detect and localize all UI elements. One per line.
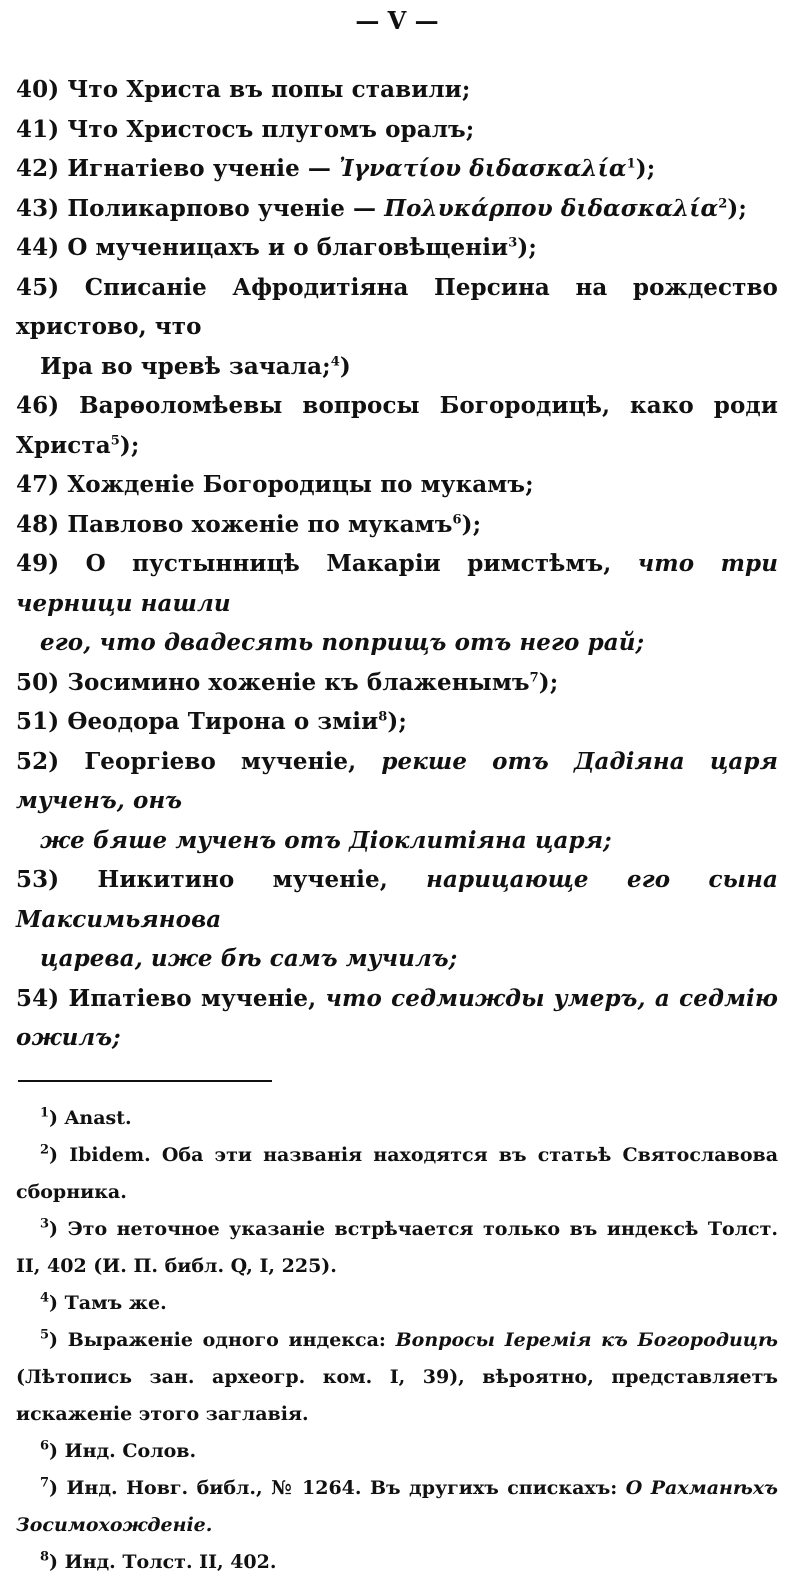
entry-49: [16, 544, 778, 663]
entry-number: 40): [16, 76, 60, 103]
entry-tail: ): [339, 352, 351, 380]
entry-number: 41): [16, 115, 60, 143]
entry-50: [16, 663, 778, 703]
footnote-2: $^2$) Ibidem. Оба эти названія находятся въ статьѣ Святославова сборника.: [16, 1142, 778, 1203]
entry-43: [16, 189, 778, 229]
page-number: — V —: [355, 6, 439, 35]
entry-text: Игнатіево ученіе —: [67, 155, 340, 182]
entry-number: 53): [16, 866, 60, 893]
footnote-text: Инд. Солов.: [64, 1439, 197, 1462]
entry-text: Ипатіево мученіе,: [68, 984, 326, 1012]
entry-text: Ѳеодора Тирона о зміи: [67, 708, 379, 735]
entry-number: 48): [16, 510, 60, 538]
entry-number: 44): [16, 234, 60, 261]
entry-continuation: же бяше мученъ отъ Діоклитіяна царя;: [40, 826, 612, 854]
footnote-ref: 4: [330, 353, 340, 369]
entry-text: Георгіево мученіе,: [84, 747, 382, 775]
entry-tail: );: [517, 234, 537, 261]
footnote-mark: 2: [40, 1142, 50, 1158]
entry-number: 47): [16, 471, 60, 498]
entry-48: [16, 505, 778, 545]
entry-42: [16, 149, 778, 189]
entry-number: 50): [16, 668, 60, 696]
entry-47: [16, 465, 778, 505]
entry-continuation: его, что двадесять поприщъ отъ него рай;: [40, 629, 645, 656]
entry-number: 54): [16, 984, 60, 1012]
entry-text: Варѳоломѣевы вопросы Богородицѣ, како роди Христа: [16, 392, 778, 459]
footnote-text: Тамъ же.: [64, 1291, 167, 1314]
footnote-text: Anast.: [64, 1106, 132, 1129]
entry-italic: нарицающе его сына Максимьянова: [16, 866, 778, 933]
entry-text: Списаніе Афродитіяна Персина на рождество христово, что: [16, 273, 779, 340]
footnote-italic: О Рахманѣхъ Зосимохожденіе.: [16, 1476, 778, 1536]
footnote-mark: 3: [40, 1216, 50, 1232]
footnote-1: $^1$) Anast.: [40, 1105, 132, 1129]
entry-text: Что Христосъ плугомъ оралъ;: [67, 115, 475, 143]
entry-italic: что три черници нашли: [16, 550, 779, 617]
greek-title: Ἰγνατίου διδασκαλία: [339, 155, 627, 182]
entry-51: [16, 702, 778, 742]
footnote-ref: 6: [452, 511, 462, 527]
footnote-tail: (Лѣтопись зан. археогр. ком. I, 39), вѣроятно, представляетъ искаженіе этого заглавія.: [16, 1365, 778, 1425]
footnote-mark: 8: [40, 1549, 50, 1565]
entry-text: Павлово хоженіе по мукамъ: [67, 510, 453, 538]
entry-number: 43): [16, 194, 60, 222]
footnote-divider: [18, 1080, 272, 1082]
footnote-text: Инд. Толст. II, 402.: [64, 1550, 277, 1573]
footnote-text: Инд. Новг. библ., № 1264. Въ другихъ спискахъ:: [66, 1476, 626, 1499]
entry-text: Хожденіе Богородицы по мукамъ;: [67, 471, 534, 498]
entry-text: О мученицахъ и о благовѣщеніи: [67, 234, 509, 261]
entry-number: 45): [16, 273, 60, 301]
entry-tail: );: [635, 155, 656, 182]
entry-text: Никитино мученіе,: [97, 866, 427, 893]
footnote-ref: 7: [529, 669, 539, 685]
entry-text: Зосимино хоженіе къ блаженымъ: [67, 668, 530, 696]
entry-number: 42): [16, 155, 60, 182]
entry-tail: );: [727, 194, 747, 222]
entry-tail: );: [461, 510, 482, 538]
footnote-text: Это неточное указаніе встрѣчается только въ индексѣ Толст. II, 402 (И. П. библ. Q, I, 225).: [16, 1217, 778, 1277]
footnote-ref: 1: [626, 156, 636, 172]
footnote-mark: 5: [40, 1327, 50, 1343]
footnote-text: Выраженіе одного индекса:: [67, 1328, 396, 1351]
footnote-6: $^6$) Инд. Солов.: [40, 1438, 197, 1462]
footnote-mark: 7: [40, 1475, 50, 1491]
entry-text: Поликарпово ученіе —: [67, 194, 385, 222]
footnote-8: $^8$) Инд. Толст. II, 402.: [40, 1549, 277, 1573]
footnote-ref: 5: [110, 432, 120, 448]
entry-46: [16, 386, 778, 465]
footnote-ref: 3: [508, 235, 518, 251]
entry-text: Ира во чревѣ зачала;: [40, 352, 331, 380]
footnote-7: $^7$) Инд. Новг. библ., № 1264. Въ другихъ спискахъ: О Рахманѣхъ Зосимохожденіе.: [16, 1475, 778, 1536]
entry-45: [16, 268, 778, 387]
footnote-ref: 8: [378, 709, 388, 725]
entry-tail: );: [119, 431, 140, 459]
footnote-mark: 1: [40, 1105, 50, 1121]
footnote-list: [16, 1100, 778, 1581]
entry-continuation: [16, 347, 778, 387]
entry-40: [16, 70, 778, 110]
entry-text: О пустынницѣ Макаріи римстѣмъ,: [85, 550, 638, 577]
footnote-4: $^4$) Тамъ же.: [40, 1290, 167, 1314]
entry-number: 52): [16, 747, 60, 775]
entry-tail: );: [538, 668, 559, 696]
entry-41: [16, 110, 778, 150]
entry-53: [16, 860, 778, 979]
entry-44: [16, 228, 778, 268]
entry-number: 51): [16, 708, 60, 735]
entry-tail: );: [387, 708, 407, 735]
greek-title: Πολυκάρπου διδασκαλία: [384, 194, 719, 222]
entry-list: [16, 70, 778, 1058]
entry-italic: рекше отъ Дадіяна царя мученъ, онъ: [16, 747, 778, 814]
footnote-ref: 2: [718, 195, 728, 211]
footnote-5: $^5$) Выраженіе одного индекса: Вопросы Іеремія къ Богородицѣ (Лѣтопись зан. археогр. ком. I, 39), вѣроятно, представляетъ искаженіе этого заглавія.: [16, 1327, 778, 1425]
entry-continuation: царева, иже бѣ самъ мучилъ;: [40, 945, 458, 972]
entry-52: [16, 742, 778, 861]
footnote-3: $^3$) Это неточное указаніе встрѣчается только въ индексѣ Толст. II, 402 (И. П. библ. Q, I, 225).: [16, 1216, 778, 1277]
footnote-mark: 6: [40, 1438, 50, 1454]
footnote-italic: Вопросы Іеремія къ Богородицѣ: [395, 1328, 778, 1351]
footnote-text: Ibidem. Оба эти названія находятся въ статьѣ Святославова сборника.: [16, 1143, 778, 1203]
entry-text: Что Христа въ попы ставили;: [67, 76, 471, 103]
entry-number: 49): [16, 550, 60, 577]
entry-italic: что седмижды умеръ, а седмію ожилъ;: [16, 984, 779, 1051]
entry-54: [16, 979, 778, 1058]
entry-number: 46): [16, 392, 60, 419]
footnote-mark: 4: [40, 1290, 50, 1306]
